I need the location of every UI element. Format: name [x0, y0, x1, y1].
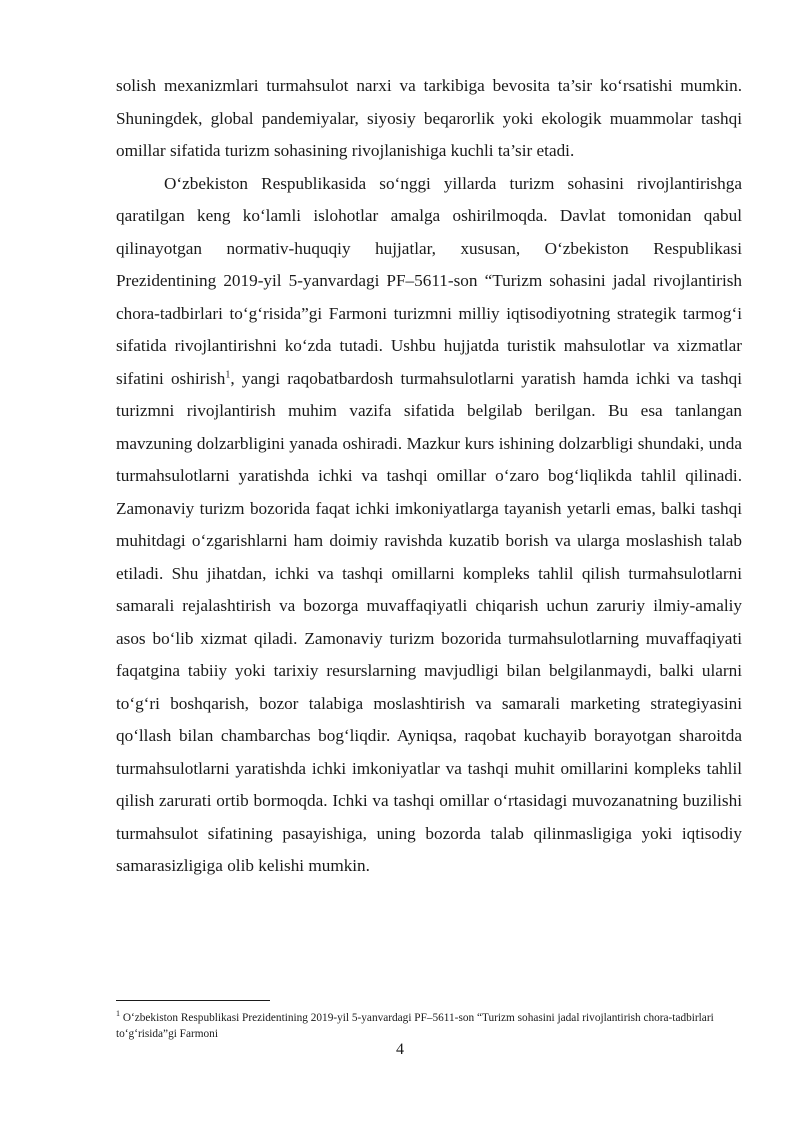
footnote-reference[interactable]: 1	[225, 368, 231, 380]
footnote	[116, 1010, 742, 1042]
footnote-text: O‘zbekiston Respublikasi Prezidentining 2019-yil 5-yanvardagi PF–5611-son “Turizm sohasini jadal rivojlantirish chora-tadbirlari to‘g‘risida”gi Farmoni	[116, 1012, 714, 1040]
footnote-separator	[116, 1000, 270, 1001]
footnote-marker: 1	[116, 1009, 120, 1019]
body-text	[116, 70, 742, 883]
paragraph-2-text-start: O‘zbekiston Respublikasida so‘nggi yillarda turizm sohasini rivojlantirishga qaratilgan keng ko‘lamli islohotlar amalga oshirilmoqda. Davlat tomonidan qabul qilinayotgan normativ-huquqiy hujjatlar, xususan, O‘zbekiston Respublikasi Prezidentining 2019-yil 5-yanvardagi PF–5611-son “Turizm sohasini jadal rivojlantirish chora-tadbirlari to‘g‘risida”gi Farmoni turizmni milliy iqtisodiyotning strategik tarmog‘i sifatida rivojlantirishni ko‘zda tutadi. Ushbu hujjatda turistik mahsulotlar va xizmatlar sifatini oshirish	[116, 173, 742, 388]
page-number: 4	[396, 1041, 404, 1058]
paragraph-2-text-end: , yangi raqobatbardosh turmahsulotlarni yaratish hamda ichki va tashqi turizmni rivojlantirish muhim vazifa sifatida belgilab berilgan. Bu esa tanlangan mavzuning dolzarbligini yanada oshiradi. Mazkur kurs ishining dolzarbligi shundaki, unda turmahsulotlarni yaratishda ichki va tashqi omillar o‘zaro bog‘liqlikda tahlil qilinadi. Zamonaviy turizm bozorida faqat ichki imkoniyatlarga tayanish yetarli emas, balki tashqi muhitdagi o‘zgarishlarni ham doimiy ravishda kuzatib borish va ularga moslashish talab etiladi. Shu jihatdan, ichki va tashqi omillarni kompleks tahlil qilish turmahsulotlarni samarali rejalashtirish va bozorga muvaffaqiyatli chiqarish uchun zaruriy ilmiy-amaliy asos bo‘lib xizmat qiladi. Zamonaviy turizm bozorida turmahsulotlarning muvaffaqiyati faqatgina tabiiy yoki tarixiy resurslarning mavjudligi bilan belgilanmaydi, balki ularni to‘g‘ri boshqarish, bozor talabiga moslashtirish va samarali marketing strategiyasini qo‘llash bilan chambarchas bog‘liqdir. Ayniqsa, raqobat kuchayib borayotgan sharoitda turmahsulotlarni yaratishda ichki imkoniyatlar va tashqi muhit omillarini kompleks tahlil qilish zarurati ortib bormoqda. Ichki va tashqi omillar o‘rtasidagi muvozanatning buzilishi turmahsulot sifatining pasayishiga, uning bozorda talab qilinmasligiga yoki iqtisodiy samarasizligiga olib kelishi mumkin.	[116, 368, 742, 875]
paragraph-2	[116, 168, 742, 883]
paragraph-1: solish mexanizmlari turmahsulot narxi va tarkibiga bevosita ta’sir ko‘rsatishi mumkin. Shuningdek, global pandemiyalar, siyosiy beqarorlik yoki ekologik muammolar tashqi omillar sifatida turizm sohasining rivojlanishiga kuchli ta’sir etadi.	[116, 76, 742, 160]
